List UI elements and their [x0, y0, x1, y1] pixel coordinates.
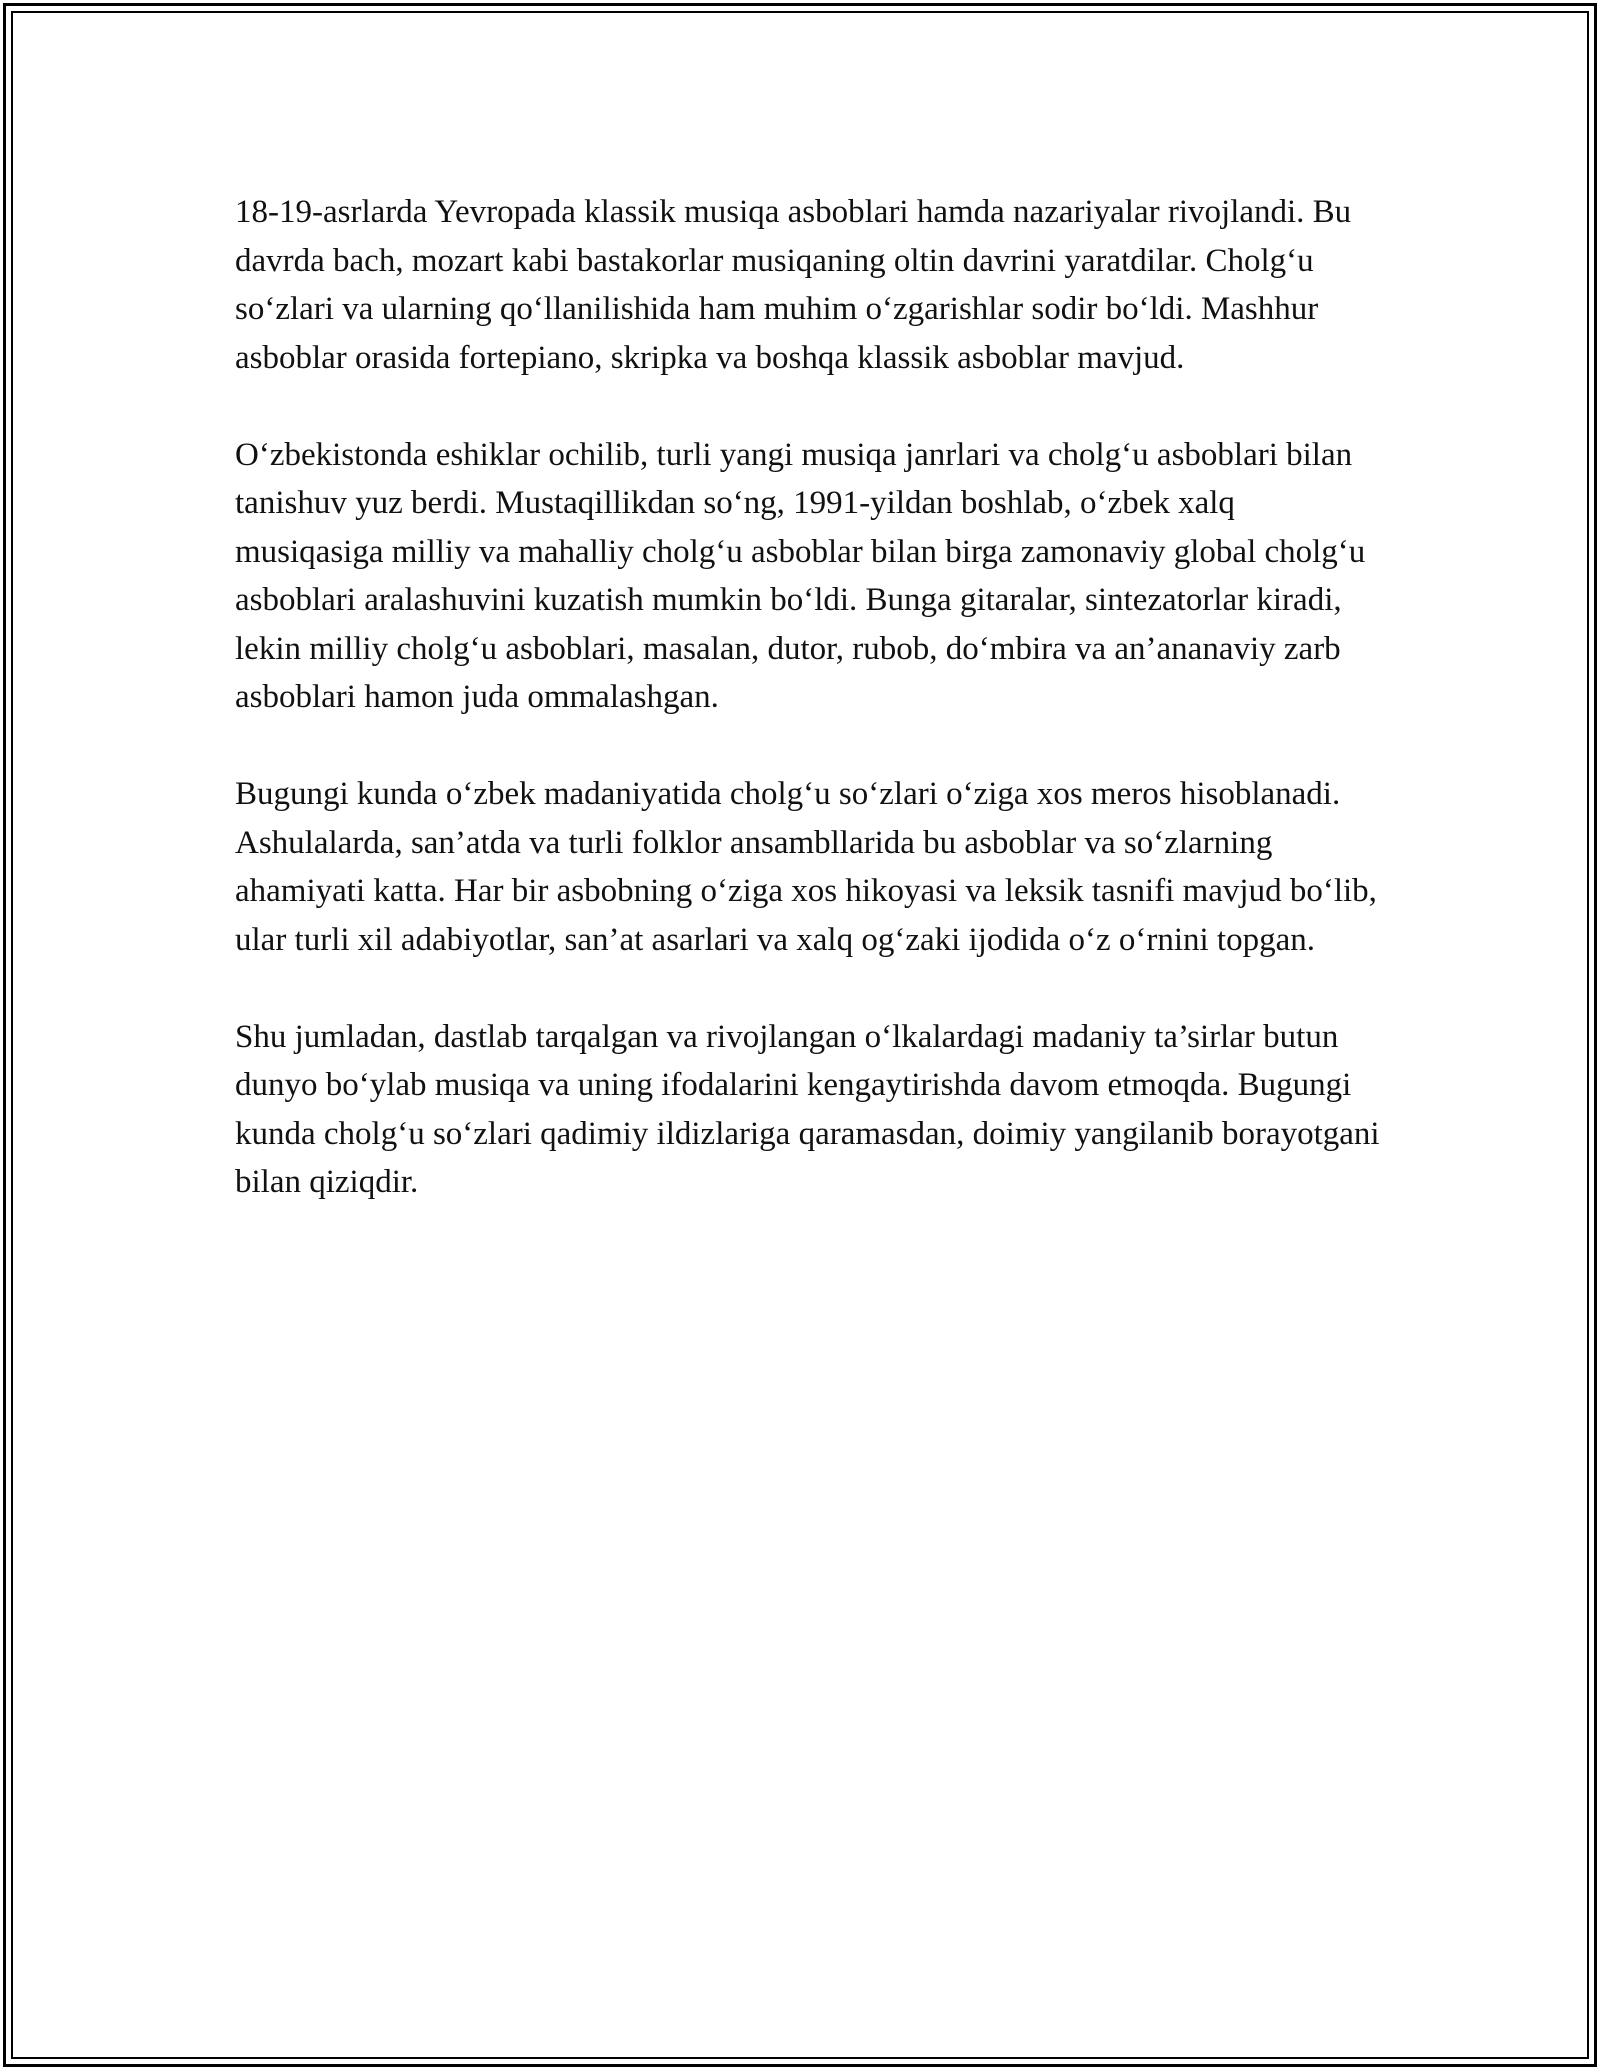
paragraph-1: 18-19-asrlarda Yevropada klassik musiqa asboblari hamda nazariyalar rivojlandi. Bu davrda bach, mozart kabi bastakorlar musiqaning oltin davrini yaratdilar. Cholg‘u so‘zlari va ularning qo‘llanilishida ham muhim o‘zgarishlar sodir bo‘ldi. Mashhur asboblar orasida fortepiano, skripka va boshqa klassik asboblar mavjud. — [235, 194, 1352, 376]
document-body — [235, 188, 1385, 1255]
paragraph-4: Shu jumladan, dastlab tarqalgan va rivojlangan o‘lkalardagi madaniy ta’sirlar butun dunyo bo‘ylab musiqa va uning ifodalarini kengaytirishda davom etmoqda. Bugungi kunda cholg‘u so‘zlari qadimiy ildizlariga qaramasdan, doimiy yangilanib borayotgani bilan qiziqdir. — [235, 1018, 1380, 1200]
paragraph-3: Bugungi kunda o‘zbek madaniyatida cholg‘u so‘zlari o‘ziga xos meros hisoblanadi. Ashulalarda, san’atda va turli folklor ansambllarida bu asboblar va so‘zlarning ahamiyati katta. Har bir asbobning o‘ziga xos hikoyasi va leksik tasnifi mavjud bo‘lib, ular turli xil adabiyotlar, san’at asarlari va xalq og‘zaki ijodida o‘z o‘rnini topgan. — [235, 776, 1377, 958]
paragraph-2: O‘zbekistonda eshiklar ochilib, turli yangi musiqa janrlari va cholg‘u asboblari bilan tanishuv yuz berdi. Mustaqillikdan so‘ng, 1991-yildan boshlab, o‘zbek xalq musiqasiga milliy va mahalliy cholg‘u asboblar bilan birga zamonaviy global cholg‘u asboblari aralashuvini kuzatish mumkin bo‘ldi. Bunga gitaralar, sintezatorlar kiradi, lekin milliy cholg‘u asboblari, masalan, dutor, rubob, do‘mbira va an’ananaviy zarb asboblari hamon juda ommalashgan. — [235, 436, 1366, 715]
